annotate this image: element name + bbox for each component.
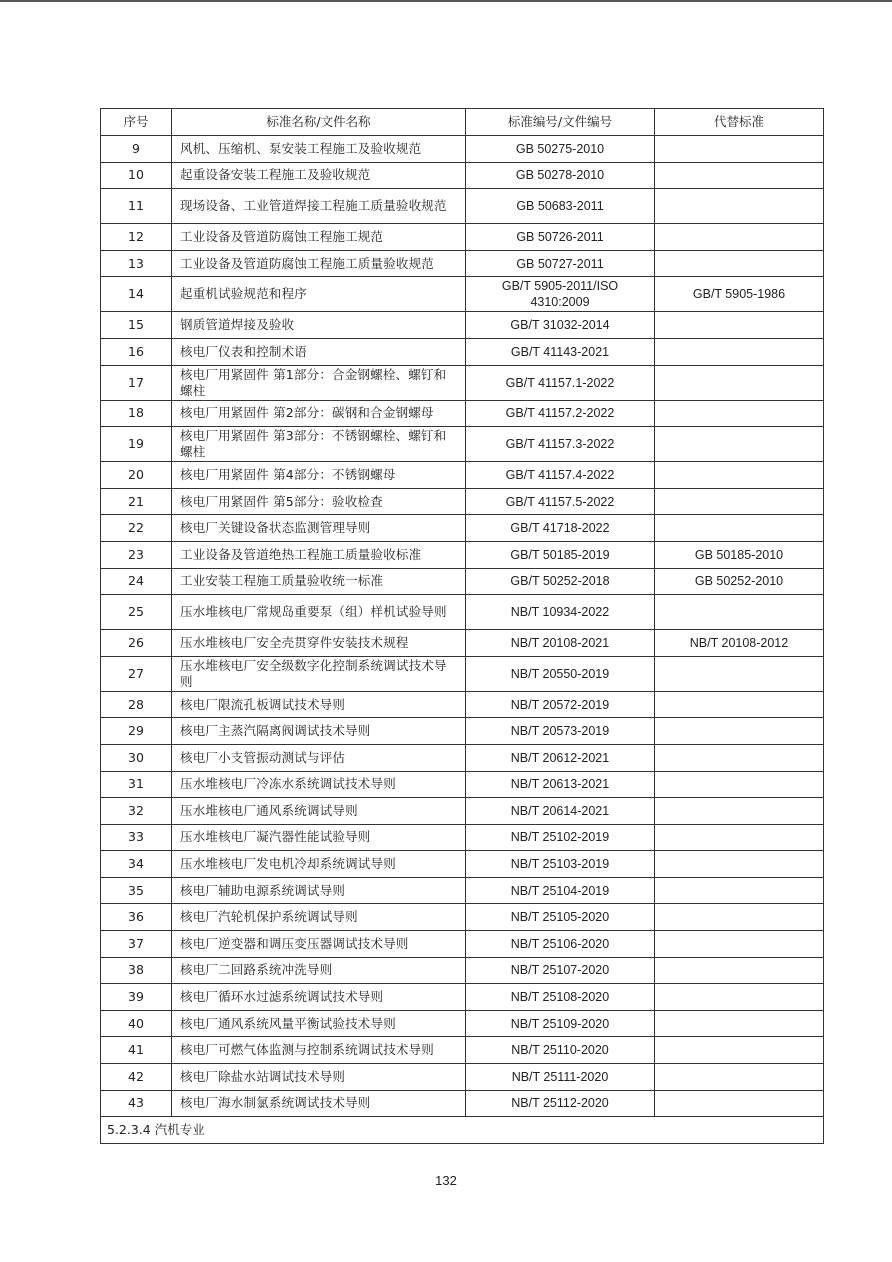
standard-code: GB/T 41143-2021 (466, 338, 655, 365)
standard-name: 核电厂仪表和控制术语 (172, 338, 466, 365)
table-row (101, 630, 824, 657)
table-row (101, 771, 824, 798)
table-row (101, 1090, 824, 1117)
row-number: 39 (101, 984, 172, 1011)
standard-name: 起重设备安装工程施工及验收规范 (172, 162, 466, 189)
row-number: 18 (101, 400, 172, 427)
row-number: 23 (101, 541, 172, 568)
row-number: 9 (101, 136, 172, 163)
replaced-standard (655, 427, 824, 462)
table-row (101, 1064, 824, 1091)
table-row (101, 338, 824, 365)
standard-name: 核电厂小支管振动测试与评估 (172, 744, 466, 771)
header-code: 标准编号/文件编号 (466, 109, 655, 136)
standard-code: NB/T 25111-2020 (466, 1064, 655, 1091)
replaced-standard (655, 224, 824, 251)
standard-code: NB/T 20612-2021 (466, 744, 655, 771)
replaced-standard (655, 488, 824, 515)
table-row (101, 798, 824, 825)
standard-code: NB/T 25106-2020 (466, 931, 655, 958)
replaced-standard (655, 338, 824, 365)
standard-code: GB/T 41157.1-2022 (466, 365, 655, 400)
standard-name: 核电厂循环水过滤系统调试技术导则 (172, 984, 466, 1011)
standard-code: NB/T 20614-2021 (466, 798, 655, 825)
standard-code: NB/T 25110-2020 (466, 1037, 655, 1064)
standard-name: 工业设备及管道防腐蚀工程施工质量验收规范 (172, 250, 466, 277)
standard-code: GB/T 50252-2018 (466, 568, 655, 595)
row-number: 10 (101, 162, 172, 189)
row-number: 33 (101, 824, 172, 851)
table-row (101, 824, 824, 851)
standard-name: 核电厂用紧固件 第4部分：不锈钢螺母 (172, 462, 466, 489)
table-body (101, 136, 824, 1117)
standard-name: 压水堆核电厂通风系统调试导则 (172, 798, 466, 825)
replaced-standard (655, 691, 824, 718)
standard-code: NB/T 25105-2020 (466, 904, 655, 931)
table-row (101, 488, 824, 515)
standard-code: GB 50726-2011 (466, 224, 655, 251)
replaced-standard (655, 851, 824, 878)
table-row (101, 691, 824, 718)
table-row (101, 1010, 824, 1037)
standard-code: NB/T 20573-2019 (466, 718, 655, 745)
row-number: 14 (101, 277, 172, 312)
table-row (101, 957, 824, 984)
standard-code: NB/T 25112-2020 (466, 1090, 655, 1117)
standard-name: 压水堆核电厂发电机冷却系统调试导则 (172, 851, 466, 878)
table-row (101, 744, 824, 771)
standard-name: 核电厂用紧固件 第2部分：碳钢和合金钢螺母 (172, 400, 466, 427)
table-row (101, 312, 824, 339)
row-number: 21 (101, 488, 172, 515)
standard-code: GB/T 41157.5-2022 (466, 488, 655, 515)
row-number: 28 (101, 691, 172, 718)
section-row (101, 1117, 824, 1144)
standard-name: 核电厂用紧固件 第5部分：验收检查 (172, 488, 466, 515)
row-number: 43 (101, 1090, 172, 1117)
table-row (101, 904, 824, 931)
table-row (101, 568, 824, 595)
standard-name: 钢质管道焊接及验收 (172, 312, 466, 339)
standard-name: 核电厂二回路系统冲洗导则 (172, 957, 466, 984)
table-row (101, 851, 824, 878)
replaced-standard (655, 718, 824, 745)
table-row (101, 224, 824, 251)
standard-name: 起重机试验规范和程序 (172, 277, 466, 312)
standard-name: 压水堆核电厂安全壳贯穿件安装技术规程 (172, 630, 466, 657)
standard-code: NB/T 20572-2019 (466, 691, 655, 718)
replaced-standard (655, 189, 824, 224)
row-number: 34 (101, 851, 172, 878)
standard-code: NB/T 25104-2019 (466, 877, 655, 904)
standard-name: 核电厂用紧固件 第3部分：不锈钢螺栓、螺钉和螺柱 (172, 427, 466, 462)
row-number: 31 (101, 771, 172, 798)
standard-name: 工业设备及管道防腐蚀工程施工规范 (172, 224, 466, 251)
header-no: 序号 (101, 109, 172, 136)
row-number: 20 (101, 462, 172, 489)
standard-name: 压水堆核电厂冷冻水系统调试技术导则 (172, 771, 466, 798)
standard-code: NB/T 25107-2020 (466, 957, 655, 984)
replaced-standard (655, 1037, 824, 1064)
replaced-standard (655, 931, 824, 958)
replaced-standard (655, 824, 824, 851)
standard-code: NB/T 25108-2020 (466, 984, 655, 1011)
replaced-standard (655, 312, 824, 339)
table-row (101, 365, 824, 400)
replaced-standard (655, 744, 824, 771)
table-row (101, 595, 824, 630)
row-number: 15 (101, 312, 172, 339)
standard-code: NB/T 25102-2019 (466, 824, 655, 851)
table-row (101, 718, 824, 745)
replaced-standard (655, 365, 824, 400)
standard-name: 核电厂辅助电源系统调试导则 (172, 877, 466, 904)
standard-name: 核电厂主蒸汽隔离阀调试技术导则 (172, 718, 466, 745)
row-number: 30 (101, 744, 172, 771)
standard-code: NB/T 25103-2019 (466, 851, 655, 878)
standard-name: 核电厂海水制氯系统调试技术导则 (172, 1090, 466, 1117)
standard-code: GB/T 50185-2019 (466, 541, 655, 568)
page-number: 132 (435, 1173, 457, 1188)
table-row (101, 984, 824, 1011)
replaced-standard: GB 50185-2010 (655, 541, 824, 568)
row-number: 25 (101, 595, 172, 630)
standard-name: 核电厂除盐水站调试技术导则 (172, 1064, 466, 1091)
standard-code: GB/T 41157.3-2022 (466, 427, 655, 462)
replaced-standard (655, 400, 824, 427)
standard-name: 核电厂限流孔板调试技术导则 (172, 691, 466, 718)
table-row (101, 1037, 824, 1064)
replaced-standard: GB 50252-2010 (655, 568, 824, 595)
standard-name: 现场设备、工业管道焊接工程施工质量验收规范 (172, 189, 466, 224)
table-row (101, 541, 824, 568)
table-row (101, 462, 824, 489)
row-number: 32 (101, 798, 172, 825)
replaced-standard (655, 656, 824, 691)
table-row (101, 136, 824, 163)
standard-name: 核电厂可燃气体监测与控制系统调试技术导则 (172, 1037, 466, 1064)
replaced-standard (655, 771, 824, 798)
table-row (101, 189, 824, 224)
standard-name: 核电厂汽轮机保护系统调试导则 (172, 904, 466, 931)
standard-code: NB/T 25109-2020 (466, 1010, 655, 1037)
standard-code: GB/T 41157.4-2022 (466, 462, 655, 489)
standard-code: GB 50683-2011 (466, 189, 655, 224)
table-row (101, 427, 824, 462)
standard-name: 核电厂逆变器和调压变压器调试技术导则 (172, 931, 466, 958)
replaced-standard (655, 904, 824, 931)
table-row (101, 877, 824, 904)
standard-code: GB 50275-2010 (466, 136, 655, 163)
row-number: 24 (101, 568, 172, 595)
standard-name: 核电厂通风系统风量平衡试验技术导则 (172, 1010, 466, 1037)
standard-name: 核电厂关键设备状态监测管理导则 (172, 515, 466, 542)
table-row (101, 277, 824, 312)
row-number: 41 (101, 1037, 172, 1064)
standard-name: 工业安装工程施工质量验收统一标准 (172, 568, 466, 595)
replaced-standard: NB/T 20108-2012 (655, 630, 824, 657)
table-header-row (101, 109, 824, 136)
row-number: 40 (101, 1010, 172, 1037)
row-number: 36 (101, 904, 172, 931)
standard-code: GB/T 41718-2022 (466, 515, 655, 542)
row-number: 29 (101, 718, 172, 745)
row-number: 11 (101, 189, 172, 224)
row-number: 17 (101, 365, 172, 400)
row-number: 12 (101, 224, 172, 251)
standard-name: 工业设备及管道绝热工程施工质量验收标准 (172, 541, 466, 568)
standard-code: NB/T 20108-2021 (466, 630, 655, 657)
row-number: 42 (101, 1064, 172, 1091)
standard-name: 压水堆核电厂安全级数字化控制系统调试技术导则 (172, 656, 466, 691)
standard-name: 风机、压缩机、泵安装工程施工及验收规范 (172, 136, 466, 163)
table-row (101, 400, 824, 427)
standard-code: GB/T 5905-2011/ISO 4310:2009 (466, 277, 655, 312)
row-number: 27 (101, 656, 172, 691)
standard-code: GB/T 31032-2014 (466, 312, 655, 339)
standard-code: NB/T 10934-2022 (466, 595, 655, 630)
standard-code: GB 50278-2010 (466, 162, 655, 189)
standard-name: 压水堆核电厂凝汽器性能试验导则 (172, 824, 466, 851)
header-name: 标准名称/文件名称 (172, 109, 466, 136)
replaced-standard (655, 984, 824, 1011)
replaced-standard (655, 515, 824, 542)
replaced-standard (655, 462, 824, 489)
row-number: 19 (101, 427, 172, 462)
replaced-standard (655, 957, 824, 984)
replaced-standard (655, 1090, 824, 1117)
standard-code: GB/T 41157.2-2022 (466, 400, 655, 427)
standard-code: NB/T 20550-2019 (466, 656, 655, 691)
table-row (101, 250, 824, 277)
standard-code: NB/T 20613-2021 (466, 771, 655, 798)
section-heading: 5.2.3.4 汽机专业 (101, 1117, 824, 1144)
header-replaced: 代替标准 (655, 109, 824, 136)
replaced-standard (655, 136, 824, 163)
standard-code: GB 50727-2011 (466, 250, 655, 277)
row-number: 22 (101, 515, 172, 542)
table-row (101, 162, 824, 189)
replaced-standard (655, 1010, 824, 1037)
replaced-standard (655, 877, 824, 904)
row-number: 13 (101, 250, 172, 277)
row-number: 38 (101, 957, 172, 984)
table-row (101, 515, 824, 542)
replaced-standard (655, 798, 824, 825)
table-row (101, 931, 824, 958)
standard-name: 压水堆核电厂常规岛重要泵（组）样机试验导则 (172, 595, 466, 630)
row-number: 26 (101, 630, 172, 657)
standard-name: 核电厂用紧固件 第1部分：合金钢螺栓、螺钉和螺柱 (172, 365, 466, 400)
replaced-standard (655, 162, 824, 189)
page-top-border (0, 0, 892, 2)
row-number: 35 (101, 877, 172, 904)
replaced-standard (655, 595, 824, 630)
row-number: 37 (101, 931, 172, 958)
replaced-standard: GB/T 5905-1986 (655, 277, 824, 312)
standards-table (100, 108, 824, 1144)
replaced-standard (655, 1064, 824, 1091)
table-row (101, 656, 824, 691)
row-number: 16 (101, 338, 172, 365)
replaced-standard (655, 250, 824, 277)
